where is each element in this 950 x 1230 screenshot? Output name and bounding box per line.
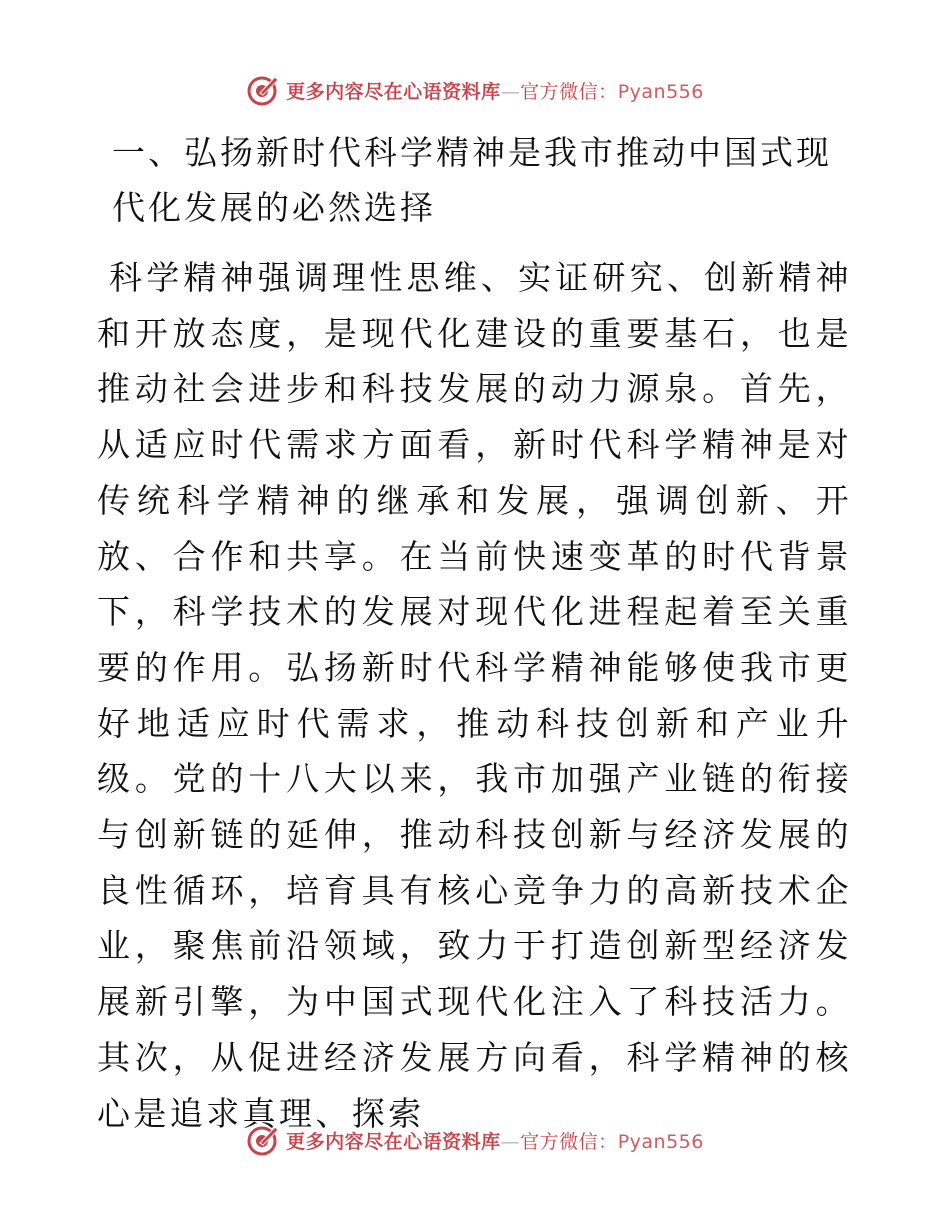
watermark-brand: 更多内容尽在心语资料库 xyxy=(286,80,501,103)
section-heading: 一、弘扬新时代科学精神是我市推动中国式现代化发展的必然选择 xyxy=(112,133,832,227)
watermark-contact-label: 官方微信： xyxy=(520,80,618,103)
watermark-text xyxy=(286,1127,704,1154)
pen-circle-icon xyxy=(246,73,280,107)
watermark-contact-label: 官方微信： xyxy=(520,1130,618,1153)
watermark-separator: — xyxy=(500,80,521,103)
footer-watermark xyxy=(0,1122,950,1158)
watermark-brand: 更多内容尽在心语资料库 xyxy=(286,1130,501,1153)
body-paragraph: 科学精神强调理性思维、实证研究、创新精神和开放态度，是现代化建设的重要基石，也是推动社会进步和科技发展的动力源泉。首先，从适应时代需求方面看，新时代科学精神是对传统科学精神的继承和发展，强调创新、开放、合作和共享。在当前快速变革的时代背景下，科学技术的发展对现代化进程起着至关重要的作用。弘扬新时代科学精神能够使我市更好地适应时代需求，推动科技创新和产业升级。党的十八大以来，我市加强产业链的衔接与创新链的延伸，推动科技创新与经济发展的良性循环，培育具有核心竞争力的高新技术企业，聚焦前沿领域，致力于打造创新型经济发展新引擎，为中国式现代化注入了科技活力。其次，从促进经济发展方向看，科学精神的核心是追求真理、探索 xyxy=(97,258,852,1133)
header-watermark xyxy=(0,72,950,108)
watermark-separator: — xyxy=(500,1130,521,1153)
watermark-text xyxy=(286,77,704,104)
watermark-handle: Pyan556 xyxy=(617,80,704,103)
watermark-handle: Pyan556 xyxy=(617,1130,704,1153)
pen-circle-icon xyxy=(246,1123,280,1157)
